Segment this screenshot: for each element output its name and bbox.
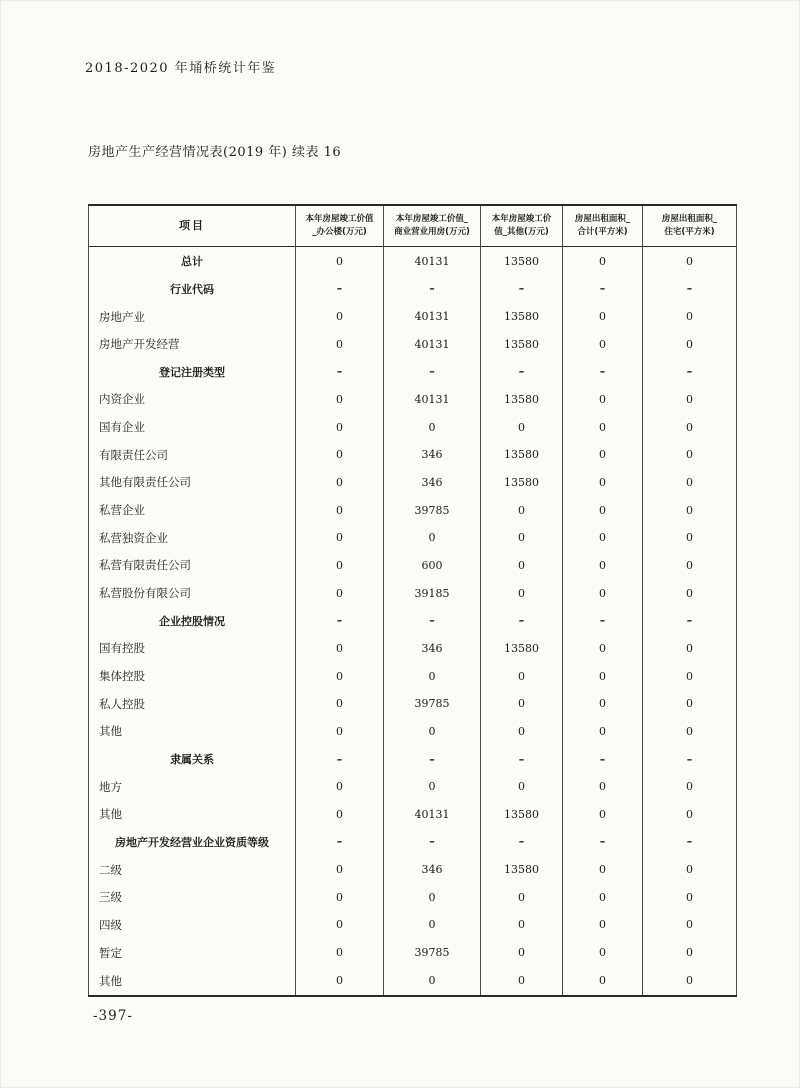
column-header-line1: 房屋出租面积_ (574, 213, 631, 224)
cell-value: 0 (384, 524, 481, 552)
cell-value: – (296, 358, 384, 386)
cell-value: 0 (563, 496, 643, 524)
cell-value: 0 (481, 579, 563, 607)
cell-value: 0 (296, 441, 384, 469)
row-label: 私人控股 (89, 690, 296, 718)
cell-value: 40131 (384, 800, 481, 828)
cell-value: 39785 (384, 939, 481, 967)
column-header (481, 205, 563, 247)
cell-value: 0 (643, 469, 737, 497)
cell-value: 0 (643, 662, 737, 690)
cell-value: 0 (296, 386, 384, 414)
table-row (89, 635, 737, 663)
cell-value: 346 (384, 441, 481, 469)
cell-value: 0 (563, 441, 643, 469)
cell-value: 0 (384, 413, 481, 441)
cell-value: 39785 (384, 496, 481, 524)
row-label: 房地产开发经营 (89, 330, 296, 358)
column-header-item: 项目 (89, 205, 296, 247)
cell-value: 0 (563, 579, 643, 607)
cell-value: 0 (384, 911, 481, 939)
cell-value: 0 (481, 911, 563, 939)
cell-value: 0 (563, 662, 643, 690)
row-label: 三级 (89, 883, 296, 911)
cell-value: 0 (643, 441, 737, 469)
cell-value: – (296, 275, 384, 303)
cell-value: 0 (296, 911, 384, 939)
cell-value: 0 (563, 413, 643, 441)
cell-value: 0 (563, 524, 643, 552)
cell-value: 0 (296, 330, 384, 358)
table-row (89, 358, 737, 386)
cell-value: 0 (296, 883, 384, 911)
cell-value: 40131 (384, 386, 481, 414)
table-row (89, 773, 737, 801)
cell-value: 0 (296, 496, 384, 524)
table-row (89, 800, 737, 828)
cell-value: – (563, 607, 643, 635)
column-header (384, 205, 481, 247)
cell-value: 0 (563, 469, 643, 497)
row-label: 私营企业 (89, 496, 296, 524)
cell-value: 0 (643, 966, 737, 996)
cell-value: 0 (296, 247, 384, 276)
cell-value: 0 (643, 690, 737, 718)
cell-value: 0 (563, 856, 643, 884)
row-label: 四级 (89, 911, 296, 939)
column-header-line2: 商业营业用房(万元) (394, 227, 470, 237)
cell-value: 13580 (481, 856, 563, 884)
cell-value: 0 (563, 939, 643, 967)
cell-value: – (563, 358, 643, 386)
cell-value: 0 (563, 386, 643, 414)
column-header-line1: 本年房屋竣工价 (491, 213, 552, 224)
cell-value: 0 (296, 690, 384, 718)
cell-value: 0 (643, 247, 737, 276)
cell-value: 0 (384, 883, 481, 911)
cell-value: 39785 (384, 690, 481, 718)
cell-value: 0 (384, 966, 481, 996)
row-label: 其他 (89, 718, 296, 746)
cell-value: – (643, 358, 737, 386)
cell-value: 0 (296, 579, 384, 607)
table-row (89, 856, 737, 884)
book-title: 2018-2020 年埇桥统计年鉴 (85, 61, 277, 76)
cell-value: – (384, 745, 481, 773)
table-row (89, 386, 737, 414)
cell-value: 0 (563, 330, 643, 358)
cell-value: 0 (296, 413, 384, 441)
cell-value: 600 (384, 552, 481, 580)
cell-value: – (384, 275, 481, 303)
cell-value: 0 (296, 718, 384, 746)
cell-value: 0 (643, 579, 737, 607)
row-label: 二级 (89, 856, 296, 884)
row-label: 地方 (89, 773, 296, 801)
row-label: 隶属关系 (89, 745, 296, 773)
row-label: 私营股份有限公司 (89, 579, 296, 607)
cell-value: 0 (563, 883, 643, 911)
cell-value: 0 (563, 690, 643, 718)
column-header-line1: 本年房屋竣工价值_ (395, 213, 469, 224)
cell-value: 0 (481, 524, 563, 552)
cell-value: 0 (296, 469, 384, 497)
cell-value: 0 (296, 939, 384, 967)
cell-value: 0 (296, 635, 384, 663)
row-label: 私营有限责任公司 (89, 552, 296, 580)
table-row (89, 718, 737, 746)
cell-value: 39185 (384, 579, 481, 607)
cell-value: 0 (296, 966, 384, 996)
table-row (89, 828, 737, 856)
table-row (89, 469, 737, 497)
table-title: 房地产生产经营情况表(2019 年) 续表 16 (88, 145, 342, 160)
row-label: 企业控股情况 (89, 607, 296, 635)
cell-value: 0 (563, 718, 643, 746)
cell-value: 0 (481, 552, 563, 580)
row-label: 集体控股 (89, 662, 296, 690)
cell-value: 0 (563, 911, 643, 939)
column-header-line2: _办公楼(万元) (312, 227, 367, 237)
cell-value: 0 (384, 662, 481, 690)
cell-value: 0 (481, 496, 563, 524)
cell-value: 0 (643, 496, 737, 524)
cell-value: 13580 (481, 635, 563, 663)
column-header-line1: 本年房屋竣工价值 (305, 213, 374, 224)
cell-value: 0 (481, 939, 563, 967)
cell-value: 13580 (481, 441, 563, 469)
cell-value: 13580 (481, 469, 563, 497)
row-label: 内资企业 (89, 386, 296, 414)
cell-value: 0 (563, 773, 643, 801)
table-row (89, 966, 737, 996)
cell-value: 0 (643, 800, 737, 828)
cell-value: 0 (481, 718, 563, 746)
statistics-table (88, 204, 737, 997)
cell-value: 0 (563, 800, 643, 828)
cell-value: – (643, 745, 737, 773)
cell-value: – (643, 607, 737, 635)
cell-value: – (481, 607, 563, 635)
cell-value: 0 (296, 856, 384, 884)
cell-value: – (481, 275, 563, 303)
cell-value: – (384, 828, 481, 856)
cell-value: – (481, 828, 563, 856)
cell-value: 0 (643, 773, 737, 801)
row-label: 国有控股 (89, 635, 296, 663)
page-number: -397- (93, 1008, 133, 1024)
row-label: 私营独资企业 (89, 524, 296, 552)
cell-value: 40131 (384, 303, 481, 331)
table-row (89, 330, 737, 358)
table-row (89, 662, 737, 690)
cell-value: 0 (563, 635, 643, 663)
column-header-line2: 住宅(平方米) (664, 227, 715, 237)
cell-value: – (296, 745, 384, 773)
cell-value: – (643, 275, 737, 303)
row-label: 房地产业 (89, 303, 296, 331)
table-row (89, 303, 737, 331)
column-header (563, 205, 643, 247)
cell-value: 0 (563, 247, 643, 276)
cell-value: 0 (643, 524, 737, 552)
cell-value: 0 (563, 552, 643, 580)
row-label: 有限责任公司 (89, 441, 296, 469)
cell-value: 0 (643, 303, 737, 331)
row-label: 国有企业 (89, 413, 296, 441)
table-row (89, 607, 737, 635)
cell-value: 13580 (481, 247, 563, 276)
cell-value: – (481, 358, 563, 386)
cell-value: – (643, 828, 737, 856)
table-row (89, 883, 737, 911)
cell-value: 346 (384, 469, 481, 497)
cell-value: 13580 (481, 330, 563, 358)
cell-value: – (563, 828, 643, 856)
cell-value: 0 (643, 883, 737, 911)
table-body (89, 247, 737, 997)
table-row (89, 441, 737, 469)
cell-value: 0 (296, 552, 384, 580)
cell-value: 0 (384, 718, 481, 746)
table-row (89, 690, 737, 718)
table-row (89, 496, 737, 524)
cell-value: – (563, 745, 643, 773)
cell-value: 40131 (384, 247, 481, 276)
cell-value: 0 (296, 800, 384, 828)
table-row (89, 939, 737, 967)
cell-value: 40131 (384, 330, 481, 358)
header-row (89, 205, 737, 247)
cell-value: 0 (481, 690, 563, 718)
cell-value: – (384, 358, 481, 386)
cell-value: 0 (643, 330, 737, 358)
cell-value: 0 (643, 552, 737, 580)
cell-value: – (296, 607, 384, 635)
cell-value: 0 (643, 856, 737, 884)
cell-value: 0 (563, 303, 643, 331)
table-row (89, 911, 737, 939)
cell-value: 13580 (481, 800, 563, 828)
cell-value: – (384, 607, 481, 635)
column-header-line1: 房屋出租面积_ (661, 213, 718, 224)
cell-value: 0 (481, 413, 563, 441)
cell-value: 0 (643, 386, 737, 414)
cell-value: 0 (296, 662, 384, 690)
cell-value: 13580 (481, 303, 563, 331)
cell-value: 0 (296, 524, 384, 552)
cell-value: 0 (481, 883, 563, 911)
cell-value: 0 (481, 773, 563, 801)
cell-value: – (563, 275, 643, 303)
column-header (296, 205, 384, 247)
cell-value: 0 (296, 303, 384, 331)
table-row (89, 275, 737, 303)
cell-value: 0 (643, 635, 737, 663)
cell-value: 0 (643, 413, 737, 441)
cell-value: 0 (481, 966, 563, 996)
row-label: 其他 (89, 800, 296, 828)
table-row (89, 413, 737, 441)
cell-value: 0 (643, 911, 737, 939)
row-label: 登记注册类型 (89, 358, 296, 386)
row-label: 其他有限责任公司 (89, 469, 296, 497)
cell-value: 0 (643, 939, 737, 967)
column-header-line2: 值_其他(万元) (494, 227, 549, 237)
cell-value: 0 (643, 718, 737, 746)
row-label: 暂定 (89, 939, 296, 967)
cell-value: – (481, 745, 563, 773)
row-label: 房地产开发经营业企业资质等级 (89, 828, 296, 856)
cell-value: 0 (563, 966, 643, 996)
cell-value: 0 (481, 662, 563, 690)
column-header (643, 205, 737, 247)
row-label: 行业代码 (89, 275, 296, 303)
cell-value: 0 (296, 773, 384, 801)
cell-value: 0 (384, 773, 481, 801)
row-label: 总计 (89, 247, 296, 276)
table-row (89, 552, 737, 580)
table-row (89, 247, 737, 276)
column-header-line2: 合计(平方米) (577, 227, 628, 237)
table-row (89, 524, 737, 552)
table-row (89, 745, 737, 773)
cell-value: 346 (384, 635, 481, 663)
table-row (89, 579, 737, 607)
cell-value: 346 (384, 856, 481, 884)
cell-value: – (296, 828, 384, 856)
cell-value: 13580 (481, 386, 563, 414)
row-label: 其他 (89, 966, 296, 996)
table-header (89, 205, 737, 247)
